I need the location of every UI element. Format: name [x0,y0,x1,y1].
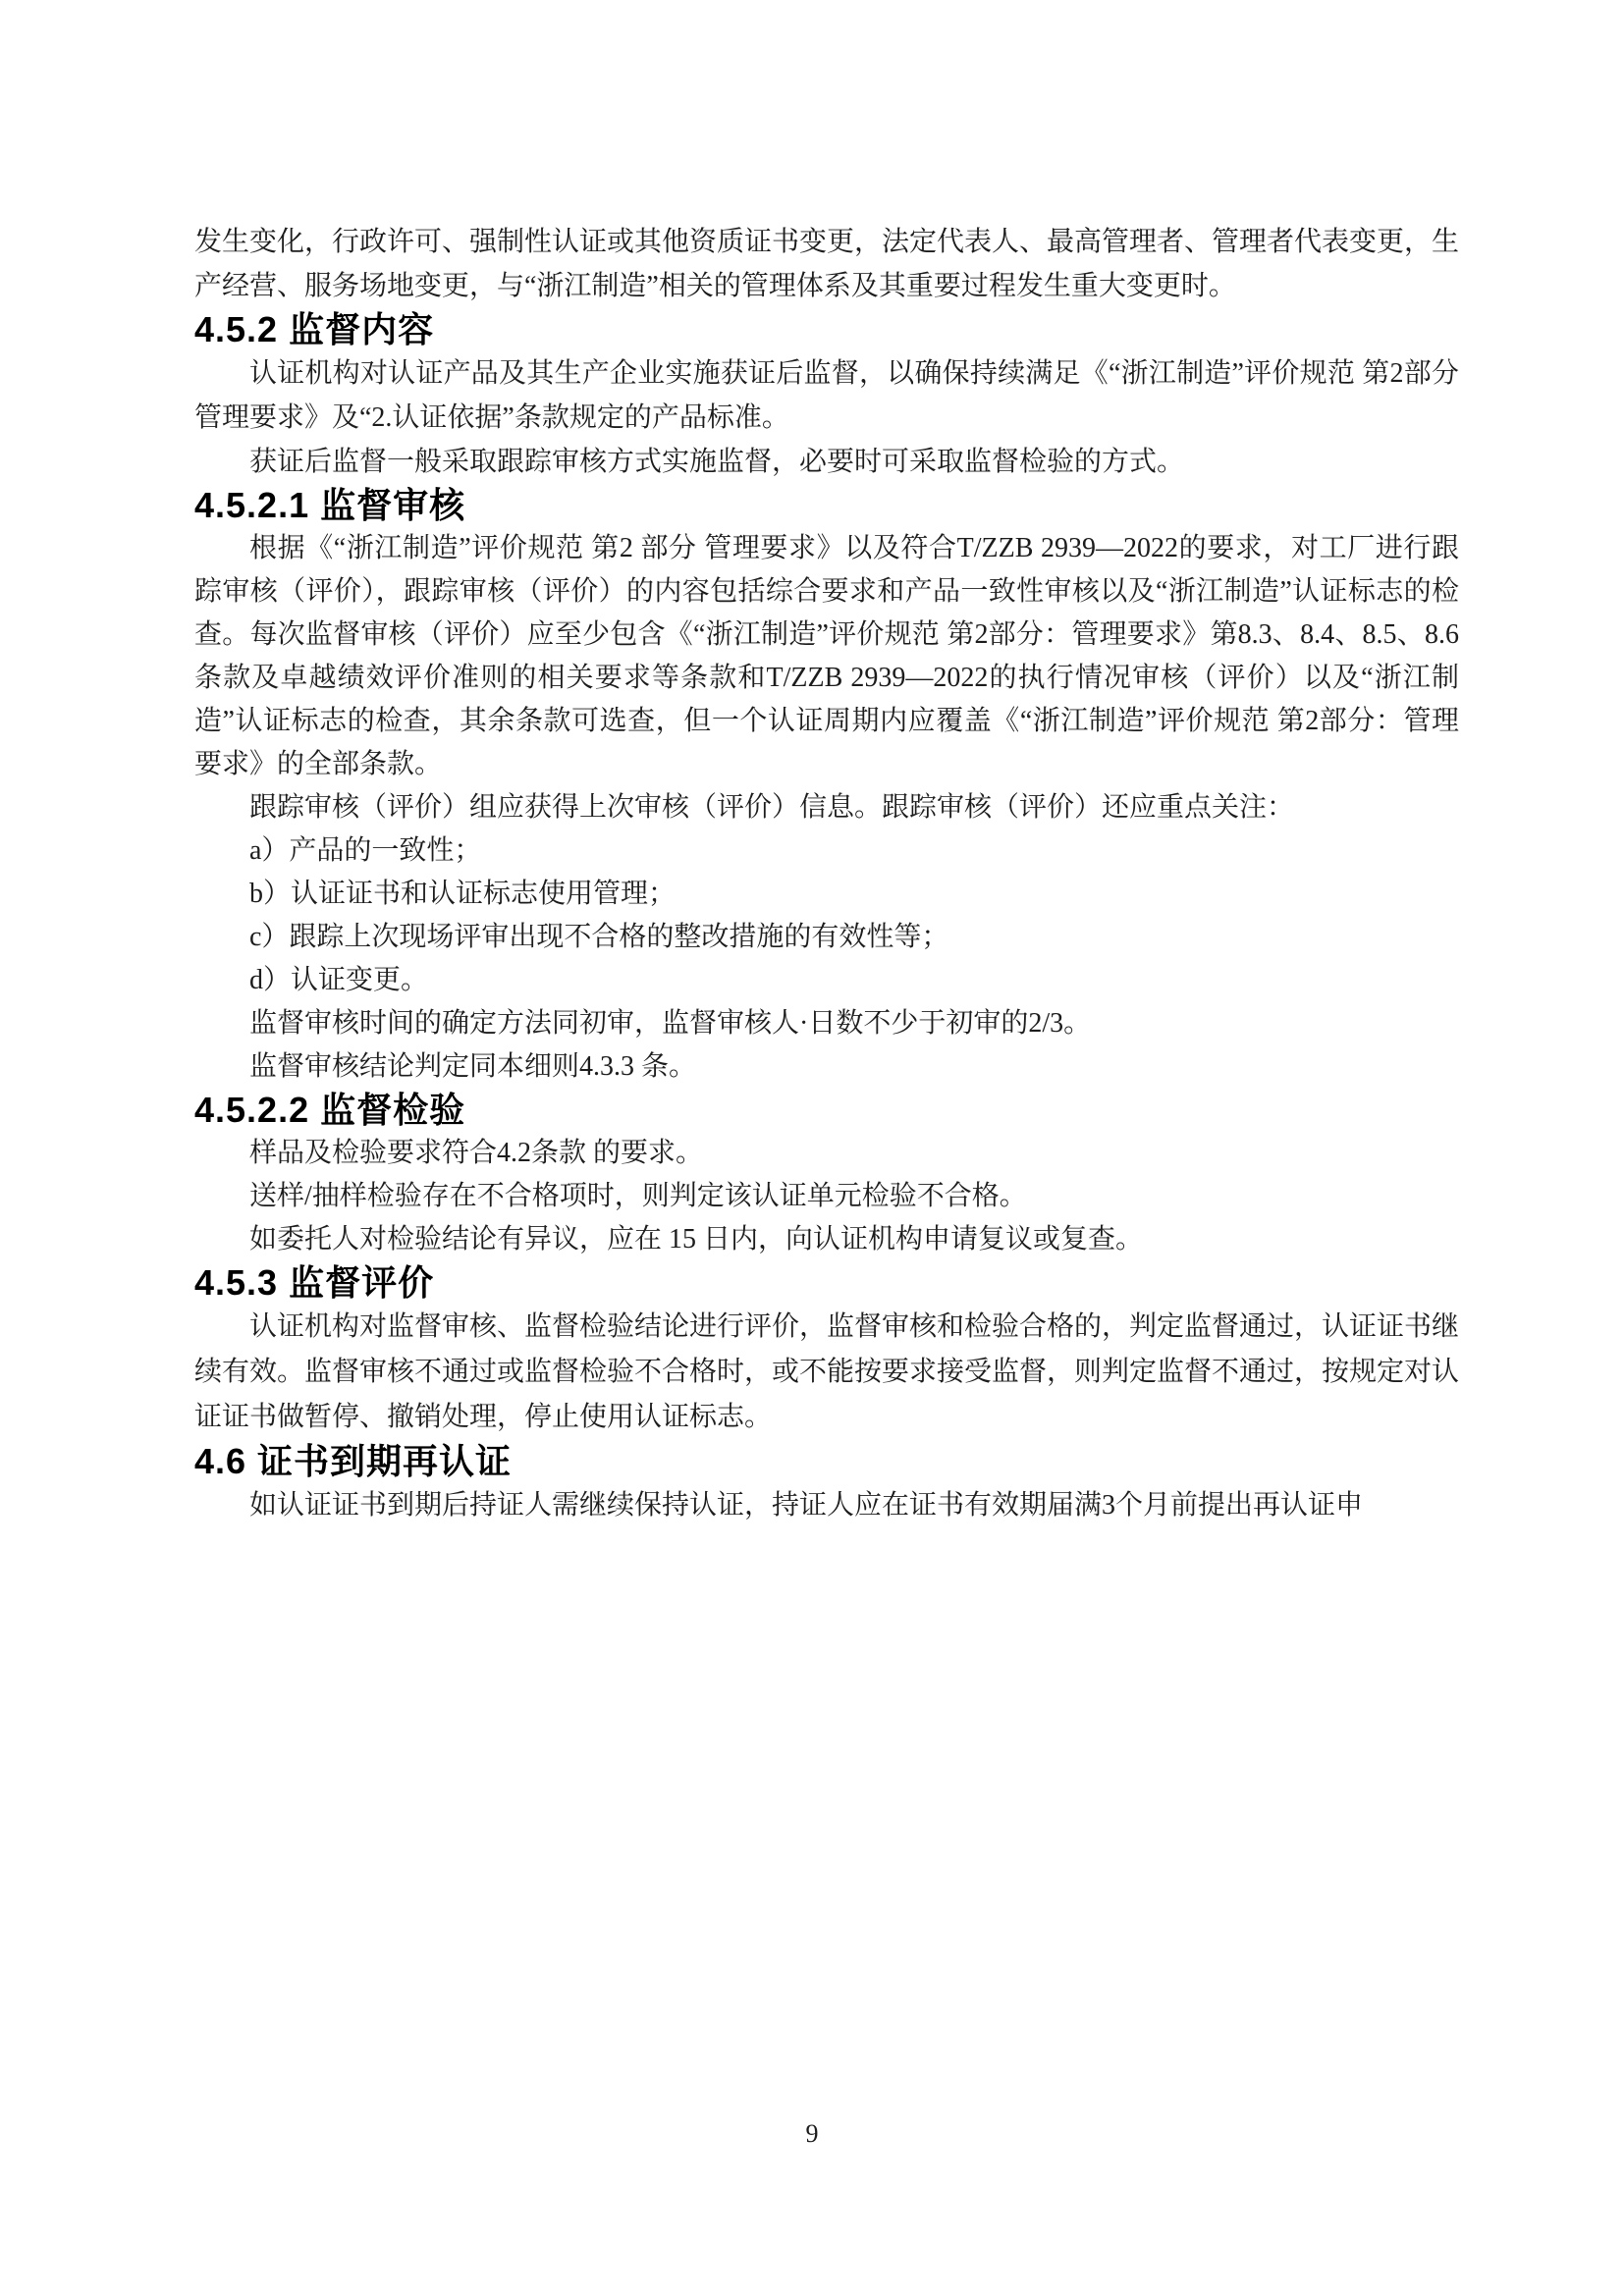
body-paragraph: 如委托人对检验结论有异议，应在 15 日内，向认证机构申请复议或复查。 [249,1224,1144,1255]
list-item-c: c）跟踪上次现场评审出现不合格的整改措施的有效性等； [249,922,949,952]
section-heading-4-6: 4.6 证书到期再认证 [194,1441,513,1481]
body-paragraph: 获证后监督一般采取跟踪审核方式实施监督，必要时可采取监督检验的方式。 [249,447,1185,477]
list-item-d: d）认证变更。 [249,965,429,995]
body-paragraph: 根据《“浙江制造”评价规范 第2 部分 管理要求》以及符合T/ZZB 2939—2022的要求，对工厂进行跟踪审核（评价），跟踪审核（评价）的内容包括综合要求和产品一致性审核以及“浙江制造”认证标志的检查。每次监督审核（评价）应至少包含《“浙江制造”评价规范 第2部分：管理要求》第8.3、8.4、8.5、8.6条款及卓越绩效评价准则的相关要求等条款和T/ZZB 2939—2022的执行情况审核（评价）以及“浙江制造”认证标志的检查，其余条款可选查，但一个认证周期内应覆盖《“浙江制造”评价规范 第2部分：管理要求》的全部条款。 [194,533,1459,779]
section-heading-4-5-2-2: 4.5.2.2 监督检验 [194,1090,466,1130]
section-heading-4-5-3: 4.5.3 监督评价 [194,1262,435,1303]
list-item-b: b）认证证书和认证标志使用管理； [249,879,677,909]
body-paragraph: 送样/抽样检验存在不合格项时，则判定该认证单元检验不合格。 [249,1181,1027,1211]
page-number: 9 [805,2119,819,2148]
body-paragraph: 认证机构对认证产品及其生产企业实施获证后监督，以确保持续满足《“浙江制造”评价规范 第2部分 管理要求》及“2.认证依据”条款规定的产品标准。 [194,358,1459,433]
body-paragraph: 监督审核时间的确定方法同初审，监督审核人·日数不少于初审的2/3。 [249,1008,1092,1039]
body-paragraph: 样品及检验要求符合4.2条款 的要求。 [249,1138,704,1168]
body-paragraph: 监督审核结论判定同本细则4.3.3 条。 [249,1051,697,1082]
body-paragraph: 如认证证书到期后持证人需继续保持认证，持证人应在证书有效期届满3个月前提出再认证申 [249,1490,1364,1521]
list-item-a: a）产品的一致性； [249,835,482,866]
body-paragraph: 跟踪审核（评价）组应获得上次审核（评价）信息。跟踪审核（评价）还应重点关注： [249,792,1295,823]
document-content [194,0,1459,1527]
section-heading-4-5-2-1: 4.5.2.1 监督审核 [194,485,466,525]
body-paragraph: 认证机构对监督审核、监督检验结论进行评价，监督审核和检验合格的，判定监督通过，认证证书继续有效。监督审核不通过或监督检验不合格时，或不能按要求接受监督，则判定监督不通过，按规定对认证证书做暂停、撤销处理，停止使用认证标志。 [194,1311,1460,1432]
section-heading-4-5-2: 4.5.2 监督内容 [194,309,435,349]
intro-continuation-paragraph: 发生变化，行政许可、强制性认证或其他资质证书变更，法定代表人、最高管理者、管理者代表变更，生产经营、服务场地变更，与“浙江制造”相关的管理体系及其重要过程发生重大变更时。 [194,227,1460,301]
